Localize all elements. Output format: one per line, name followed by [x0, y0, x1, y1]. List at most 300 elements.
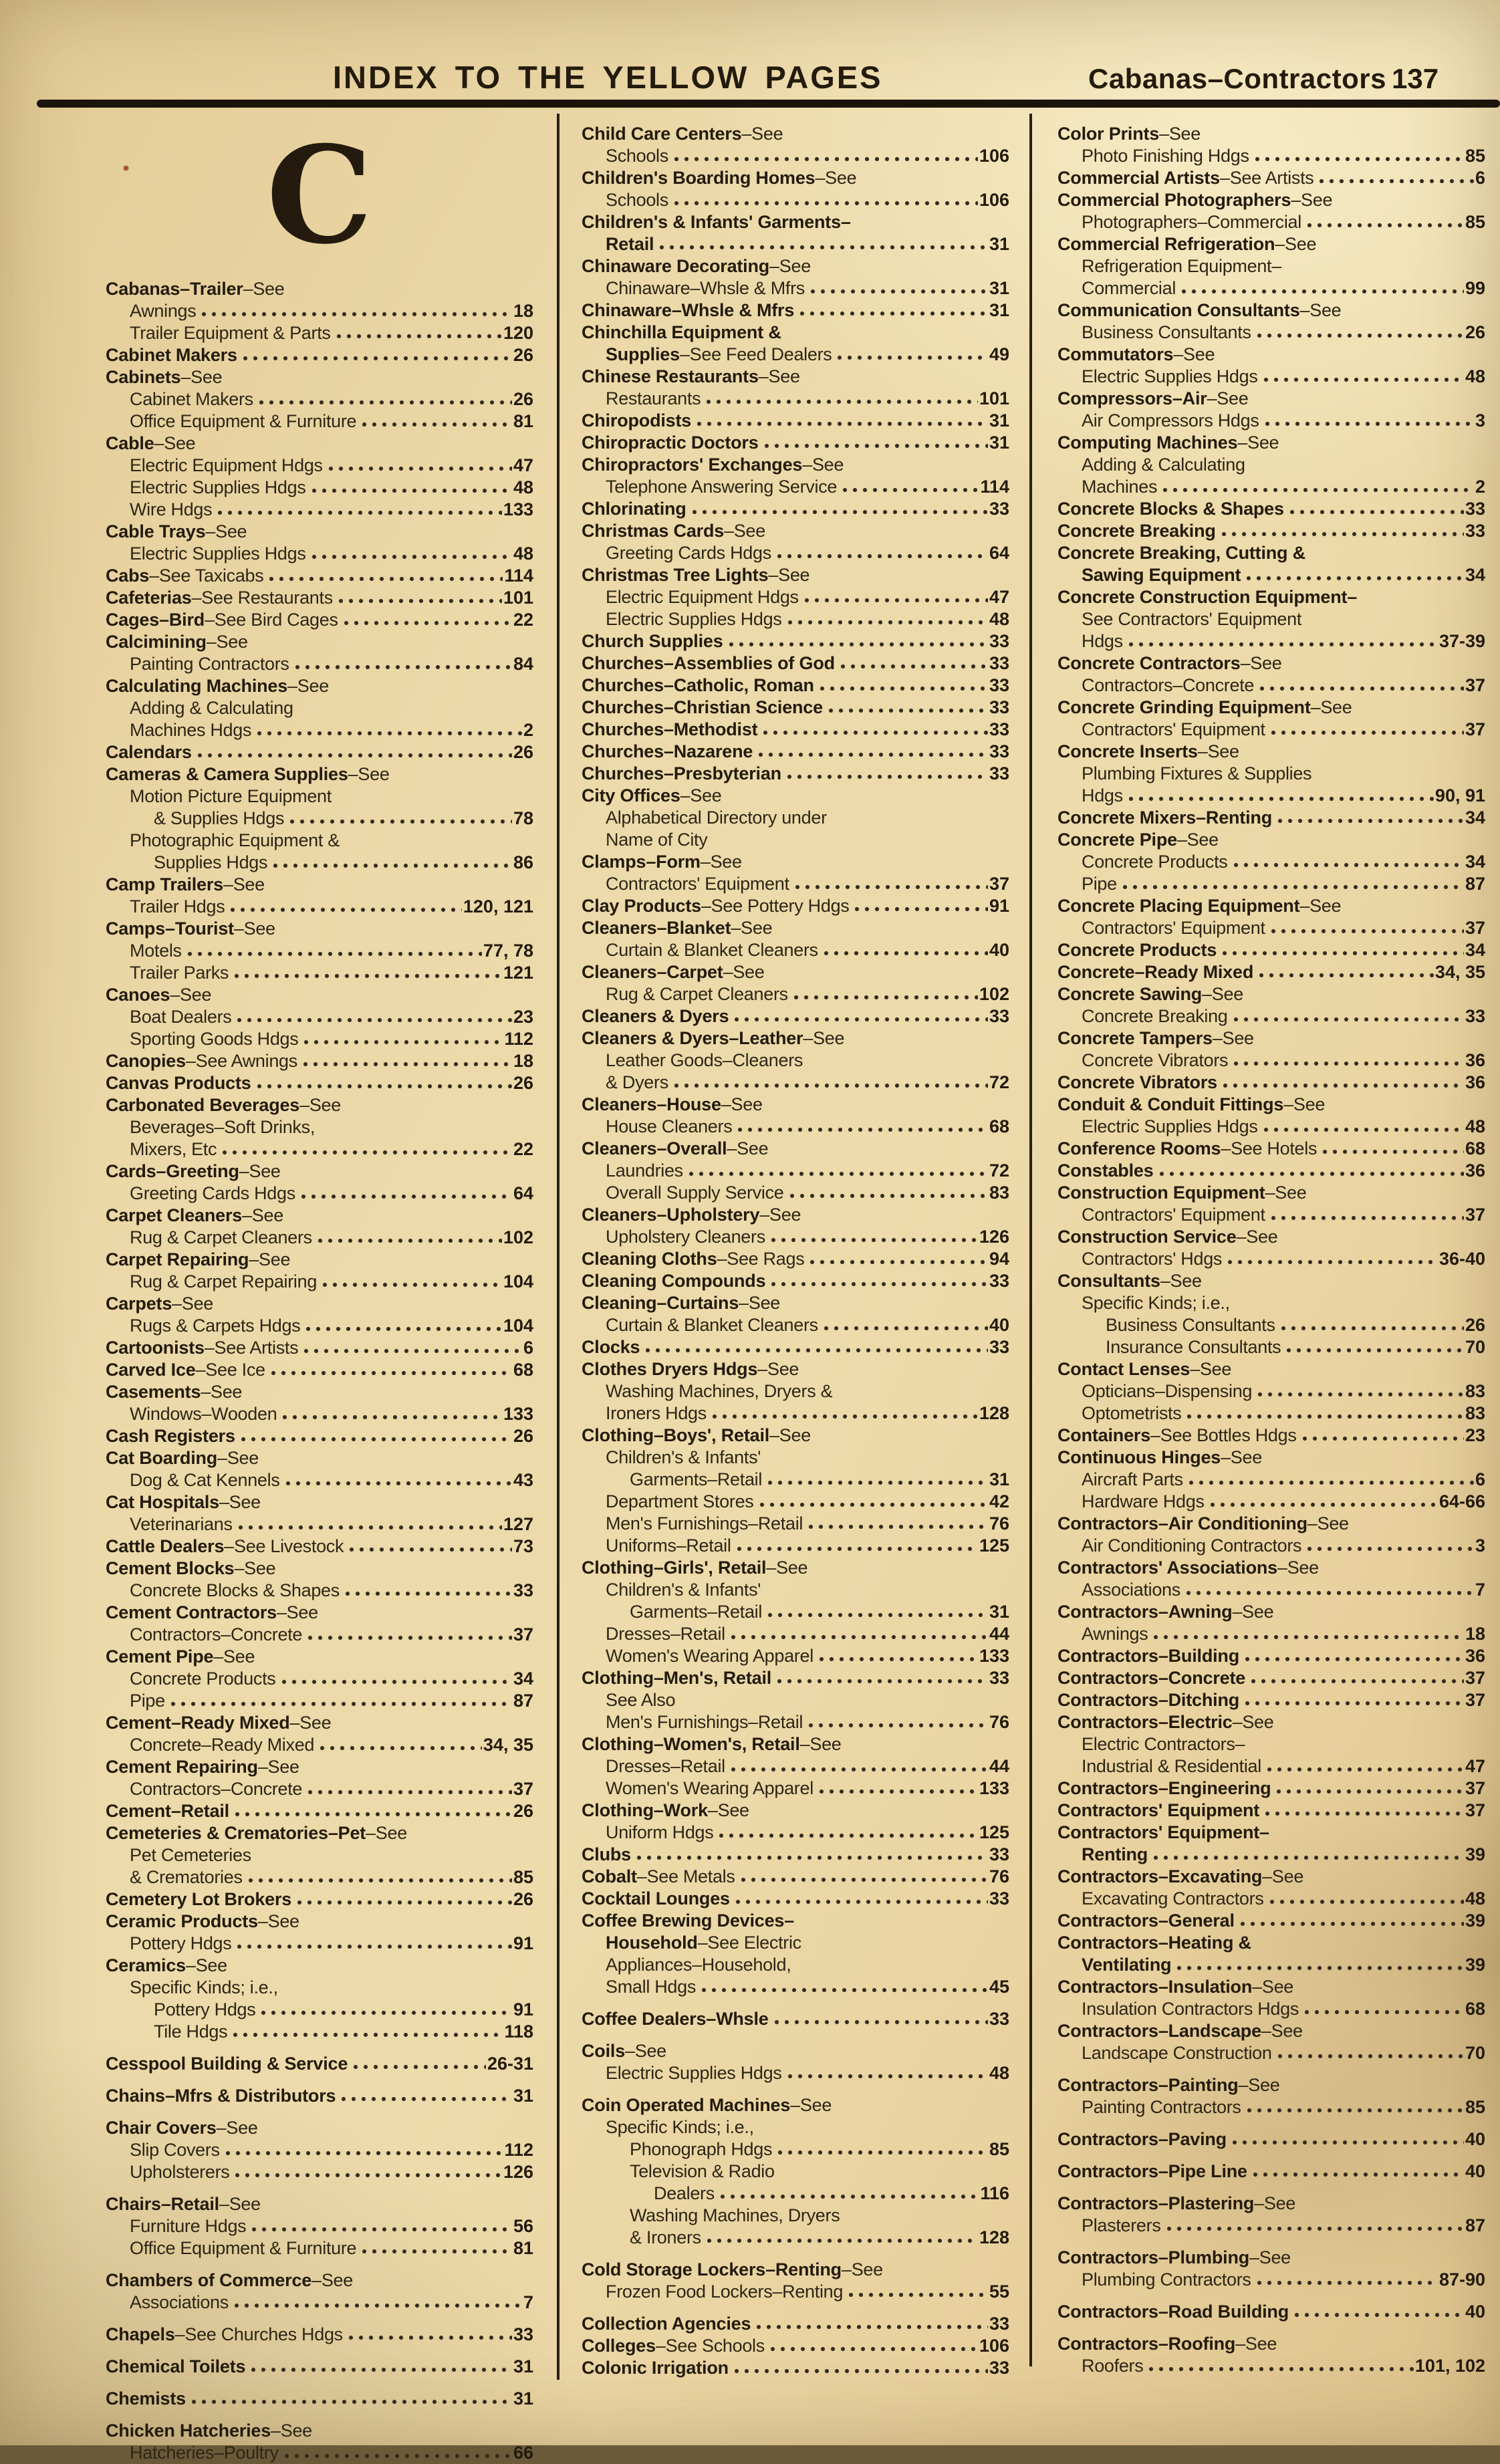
page-ref: 33 [1465, 1006, 1485, 1026]
dot-leader [707, 2238, 978, 2243]
page-ref: 120, 121 [463, 896, 533, 916]
index-column-2 [582, 114, 1009, 2464]
dot-leader [787, 774, 988, 779]
page-ref: 114 [980, 477, 1009, 497]
dot-leader [767, 1612, 988, 1618]
index-entry-text: Contractors–Road Building [1057, 2302, 1289, 2322]
index-entry-text: Pottery Hdgs [130, 1933, 232, 1953]
index-entry-text: Commercial Artists–See Artists [1057, 168, 1314, 188]
index-entry-line [1057, 895, 1485, 917]
index-entry-text: Cabanas–Trailer–See [106, 279, 285, 299]
page-ref: 37 [1465, 1800, 1485, 1820]
index-entry-line [1057, 167, 1485, 189]
index-entry-line [1057, 939, 1485, 961]
index-entry-text: Cleaning Compounds [582, 1271, 766, 1291]
index-entry-line [106, 1491, 533, 1513]
index-entry-text: Contractors–Painting–See [1057, 2075, 1280, 2095]
page-ref: 42 [989, 1491, 1009, 1511]
index-entry-text: Cocktail Lounges [582, 1888, 730, 1908]
dot-leader [303, 1039, 503, 1045]
dot-leader [837, 355, 987, 360]
dot-leader [689, 1171, 988, 1177]
index-entry-text: Canoes–See [106, 985, 212, 1005]
index-entry-text: Electric Supplies Hdgs [130, 477, 306, 497]
index-entry-text: Concrete–Ready Mixed [1057, 962, 1254, 982]
index-entry-line [1057, 2301, 1485, 2323]
page-ref: 81 [513, 2238, 533, 2258]
index-entry-text: Ceramic Products–See [106, 1911, 299, 1931]
index-entry-text: Mixers, Etc [130, 1139, 217, 1159]
page-ref: 76 [989, 1866, 1009, 1886]
index-entry-text: Contractors–Engineering [1057, 1778, 1271, 1798]
index-entry-line [582, 1138, 1009, 1160]
page-ref: 26 [1465, 1315, 1485, 1335]
index-entry-text: Cabinet Makers [130, 389, 253, 409]
index-entry-line [582, 1050, 1009, 1072]
dot-leader [353, 2064, 486, 2070]
dot-leader [1128, 796, 1434, 802]
index-entry-line [106, 1160, 533, 1183]
page-ref: 102 [503, 1227, 533, 1247]
index-entry-text: Cemetery Lot Brokers [106, 1889, 292, 1909]
dot-leader [305, 1326, 502, 1332]
index-entry-line [1057, 1800, 1485, 1822]
dot-leader [1277, 818, 1464, 824]
index-entry-line [582, 1447, 1009, 1469]
index-entry-text: Ventilating [1082, 1955, 1172, 1975]
index-entry-text: Upholstery Cleaners [606, 1227, 765, 1247]
index-entry-text: Retail [606, 234, 654, 254]
index-entry-text: Child Care Centers–See [582, 124, 783, 144]
index-entry-text: Coffee Dealers–Whsle [582, 2009, 769, 2029]
index-entry-text: Concrete Construction Equipment– [1057, 587, 1358, 607]
index-entry-line [582, 410, 1009, 432]
page-ref: 34, 35 [1434, 962, 1485, 982]
dot-leader [1302, 1436, 1464, 1441]
index-entry-text: Furniture Hdgs [130, 2216, 247, 2236]
index-entry-text: Children's & Infants' Garments– [582, 212, 851, 232]
page-ref: 48 [513, 477, 533, 497]
page-ref: 48 [989, 2063, 1009, 2083]
page-ref: 39 [1465, 1844, 1485, 1864]
index-entry-line [582, 895, 1009, 917]
index-entry-text: Rug & Carpet Repairing [130, 1271, 318, 1291]
index-entry-line [1057, 1402, 1485, 1425]
index-entry-line [582, 1491, 1009, 1513]
dot-leader [1263, 1127, 1464, 1132]
index-entry-line [1057, 145, 1485, 167]
page-ref: 84 [513, 654, 533, 674]
index-entry-text: Construction Equipment–See [1057, 1183, 1307, 1203]
index-entry-line [582, 476, 1009, 498]
index-entry-text: Cement Contractors–See [106, 1602, 318, 1622]
index-entry-text: Curtain & Blanket Cleaners [606, 940, 818, 960]
index-entry-text: Pipe [130, 1691, 165, 1711]
index-entry-line [1057, 1557, 1485, 1579]
page-ref: 26 [513, 1801, 533, 1821]
index-entry-text: Cement Blocks–See [106, 1558, 276, 1578]
page-ref: 37 [1465, 1690, 1485, 1710]
index-entry-line [582, 1116, 1009, 1138]
index-entry-text: Clamps–Form–See [582, 852, 742, 872]
index-entry-line [106, 388, 533, 410]
index-entry-line [1057, 542, 1485, 564]
index-entry-line [1057, 2269, 1485, 2291]
page-ref: 72 [989, 1072, 1009, 1092]
index-entry-line [582, 1292, 1009, 1314]
index-entry-line [582, 1535, 1009, 1557]
index-entry-line [1057, 608, 1485, 630]
index-entry-line [582, 851, 1009, 873]
dot-leader [238, 1525, 502, 1530]
index-entry-text: Plasterers [1082, 2215, 1161, 2235]
index-entry-text: Churches–Assemblies of God [582, 653, 835, 673]
index-entry-line [1057, 1380, 1485, 1402]
index-entry-line [582, 1248, 1009, 1270]
index-entry-text: Children's Boarding Homes–See [582, 168, 857, 188]
index-column-3 [1057, 114, 1485, 2464]
index-entry-text: Concrete Vibrators [1057, 1072, 1217, 1092]
index-entry-line [106, 344, 533, 366]
index-entry-text: Cartoonists–See Artists [106, 1338, 299, 1358]
index-entry-line [582, 2094, 1009, 2116]
index-entry-text: Electric Contractors– [1082, 1734, 1245, 1754]
dot-leader [282, 1414, 502, 1420]
index-entry-text: Computing Machines–See [1057, 433, 1279, 453]
index-entry-text: Business Consultants [1082, 322, 1251, 342]
index-entry-text: Contractors–Air Conditioning–See [1057, 1513, 1349, 1533]
dot-leader [248, 1878, 512, 1883]
index-entry-text: Contractors' Equipment [1057, 1800, 1260, 1820]
index-entry-line [582, 785, 1009, 807]
index-entry-text: Constables [1057, 1160, 1154, 1181]
index-entry-text: Painting Contractors [130, 654, 289, 674]
index-entry-line [1057, 1667, 1485, 1689]
index-entry-text: Cattle Dealers–See Livestock [106, 1536, 344, 1556]
index-entry-line [582, 1557, 1009, 1579]
index-entry-line [106, 1580, 533, 1602]
index-entry-line [582, 542, 1009, 564]
index-entry-text: Contractors' Associations–See [1057, 1558, 1319, 1578]
index-entry-line [106, 2356, 533, 2378]
index-entry-text: Motels [130, 941, 182, 961]
dot-leader [774, 2019, 988, 2025]
dot-leader [237, 1017, 511, 1023]
index-entry-line [106, 1690, 533, 1712]
index-entry-line [1057, 785, 1485, 807]
page-ref: 125 [979, 1535, 1009, 1556]
dot-leader [1271, 1215, 1464, 1221]
index-entry-text: Greeting Cards Hdgs [130, 1183, 295, 1203]
index-entry-text: Cobalt–See Metals [582, 1866, 735, 1886]
page-ref: 37 [513, 1624, 533, 1644]
dot-leader [1322, 1149, 1464, 1154]
index-entry-line [582, 1800, 1009, 1822]
index-entry-text: Calculating Machines–See [106, 676, 329, 696]
dot-leader [1289, 509, 1464, 515]
index-entry-line [582, 498, 1009, 520]
dot-leader [1253, 2172, 1464, 2177]
index-entry-text: Commutators–See [1057, 344, 1215, 364]
index-entry-line [106, 2237, 533, 2259]
index-entry-line [106, 1977, 533, 1999]
index-entry-line [106, 2021, 533, 2043]
index-entry-line [106, 2420, 533, 2442]
page-ref: 43 [513, 1470, 533, 1490]
page-ref: 33 [989, 741, 1009, 761]
index-entry-line [582, 1954, 1009, 1976]
page-ref: 66 [513, 2443, 533, 2463]
page-ref: 101 [503, 588, 533, 608]
index-entry-text: Chairs–Retail–See [106, 2194, 261, 2214]
page-ref: 133 [979, 1778, 1009, 1798]
page-ref: 18 [513, 1051, 533, 1071]
index-entry-text: Children's & Infants' [606, 1580, 761, 1600]
page-ref: 86 [513, 852, 533, 872]
index-entry-text: Chains–Mfrs & Distributors [106, 2086, 336, 2106]
index-entry-line [582, 873, 1009, 895]
index-entry-text: Concrete Breaking [1082, 1006, 1228, 1026]
index-entry-text: Insulation Contractors Hdgs [1082, 1999, 1299, 2019]
index-entry-text: Concrete–Ready Mixed [130, 1735, 315, 1755]
index-entry-text: Church Supplies [582, 631, 723, 651]
page-ref: 68 [989, 1116, 1009, 1136]
index-entry-line [106, 366, 533, 388]
dot-leader [777, 553, 988, 559]
dot-leader [1257, 333, 1464, 338]
page-ref: 23 [1465, 1425, 1485, 1445]
index-entry-text: Coin Operated Machines–See [582, 2095, 832, 2115]
index-entry-text: Concrete Blocks & Shapes [1057, 499, 1284, 519]
page-ref: 31 [989, 234, 1009, 254]
dot-leader [735, 1899, 988, 1904]
dot-leader [307, 1790, 512, 1795]
page-ref: 49 [989, 344, 1009, 364]
dot-leader [734, 2368, 988, 2374]
index-entry-text: Chiropractic Doctors [582, 433, 759, 453]
dot-leader [257, 1084, 512, 1089]
index-entry-text: Concrete Mixers–Renting [1057, 808, 1272, 828]
dot-leader [297, 1900, 512, 1905]
dot-leader [1189, 1480, 1474, 1485]
page-ref: 83 [1465, 1403, 1485, 1423]
index-entry-text: Communication Consultants–See [1057, 300, 1342, 320]
index-entry-text: Landscape Construction [1082, 2043, 1272, 2063]
index-entry-line [582, 1822, 1009, 1844]
dot-leader [271, 1370, 512, 1376]
index-entry-text: Commercial Refrigeration–See [1057, 234, 1317, 254]
index-entry-line [106, 653, 533, 675]
index-entry-text: Business Consultants [1106, 1315, 1275, 1335]
index-entry-line [106, 719, 533, 741]
dot-leader [1181, 289, 1464, 294]
dot-leader [269, 576, 503, 582]
index-entry-text: See Also [606, 1690, 676, 1710]
index-entry-line [106, 984, 533, 1006]
index-entry-line [106, 763, 533, 785]
index-entry-line [582, 2227, 1009, 2249]
index-entry-line [582, 1976, 1009, 1998]
index-entry-line [1057, 1689, 1485, 1711]
index-entry-text: Cabinets–See [106, 367, 223, 387]
index-entry-text: Awnings [130, 301, 197, 321]
page-ref: 37 [989, 874, 1009, 894]
index-entry-line [1057, 233, 1485, 255]
index-entry-text: Plumbing Fixtures & Supplies [1082, 763, 1312, 783]
page-ref: 31 [513, 2086, 533, 2106]
index-entry-line [106, 697, 533, 719]
dot-leader [731, 1767, 988, 1772]
index-entry-text: Contractors–General [1057, 1911, 1235, 1931]
index-entry-line [582, 1336, 1009, 1358]
index-entry-text: Collection Agencies [582, 2314, 751, 2334]
index-entry-text: Chicken Hatcheries–See [106, 2421, 312, 2441]
dot-leader [235, 1812, 512, 1817]
index-entry-line [1057, 851, 1485, 873]
dot-leader [636, 1855, 988, 1860]
index-entry-text: Canopies–See Awnings [106, 1051, 297, 1071]
page-ref: 26-31 [487, 2054, 533, 2074]
dot-leader [1257, 2280, 1438, 2286]
index-entry-text: Commercial [1082, 278, 1176, 298]
index-entry-line [1057, 1888, 1485, 1910]
index-entry-text: Contractors' Equipment [1082, 1205, 1265, 1225]
index-entry-text: Concrete Vibrators [1082, 1050, 1229, 1070]
index-entry-text: Cleaners–Blanket–See [582, 918, 773, 938]
dot-leader [848, 2292, 988, 2298]
index-entry-text: Cleaners–Upholstery–See [582, 1205, 801, 1225]
index-entry-text: Contractors–Roofing–See [1057, 2334, 1277, 2354]
index-entry-line [1057, 1601, 1485, 1623]
index-entry-text: Cesspool Building & Service [106, 2054, 348, 2074]
dot-leader [1232, 2140, 1464, 2145]
dot-leader [1251, 1679, 1464, 1684]
index-entry-line [582, 1094, 1009, 1116]
dot-leader [362, 2249, 512, 2254]
index-entry-text: Churches–Methodist [582, 719, 758, 739]
page-ref: 106 [979, 2336, 1009, 2356]
index-entry-line [106, 1359, 533, 1381]
dot-leader [1276, 1789, 1464, 1794]
page-ref: 127 [503, 1514, 533, 1534]
page-ref: 2 [523, 720, 533, 740]
index-entry-line [582, 1711, 1009, 1733]
dot-leader [719, 1833, 977, 1838]
index-entry-line [1057, 1138, 1485, 1160]
index-entry-text: Chemists [106, 2388, 186, 2409]
dot-leader [1240, 1921, 1464, 1927]
index-entry-line [106, 587, 533, 609]
dot-leader [311, 488, 512, 493]
page-ref: 37 [1465, 675, 1485, 695]
page-ref: 44 [989, 1756, 1009, 1776]
index-entry-line [1057, 1005, 1485, 1027]
index-entry-text: Concrete Products [1057, 940, 1217, 960]
page-ref: 33 [989, 1844, 1009, 1864]
index-entry-text: Colonic Irrigation [582, 2358, 729, 2378]
dot-leader [1319, 178, 1473, 184]
index-entry-line [1057, 277, 1485, 299]
index-entry-text: Motion Picture Equipment [130, 786, 332, 806]
index-entry-text: Clocks [582, 1337, 640, 1357]
page-ref: 33 [989, 2314, 1009, 2334]
page-ref: 34, 35 [483, 1735, 533, 1755]
index-entry-line [106, 2085, 533, 2107]
index-entry-line [582, 520, 1009, 542]
index-entry-text: Rug & Carpet Cleaners [130, 1227, 312, 1247]
index-entry-text: Coffee Brewing Devices– [582, 1911, 795, 1931]
index-entry-line [106, 1050, 533, 1072]
index-entry-text: Electric Supplies Hdgs [130, 543, 306, 564]
dot-leader [234, 973, 502, 979]
dot-leader [1265, 1811, 1464, 1816]
index-entry-text: Cement–Retail [106, 1801, 229, 1821]
dot-leader [197, 753, 512, 758]
page-ref: 104 [503, 1316, 533, 1336]
index-entry-text: Dealers [654, 2183, 715, 2203]
page-ref: 33 [989, 2358, 1009, 2378]
index-entry-text: Contractors–Awning–See [1057, 1602, 1274, 1622]
index-entry-line [106, 499, 533, 521]
index-entry-text: Excavating Contractors [1082, 1888, 1264, 1908]
index-entry-text: Contractors–Electric–See [1057, 1712, 1274, 1732]
index-entry-text: Chinese Restaurants–See [582, 366, 800, 386]
index-entry-line [106, 410, 533, 433]
dot-leader [241, 1437, 512, 1442]
page-ref: 81 [513, 411, 533, 431]
index-entry-line [106, 1535, 533, 1558]
index-entry-line [582, 454, 1009, 476]
page-ref: 64 [513, 1183, 533, 1203]
index-entry-line [106, 2269, 533, 2292]
index-entry-text: Clothing–Work–See [582, 1800, 749, 1820]
dot-leader [701, 1987, 988, 1993]
dot-leader [234, 2303, 522, 2308]
index-entry-text: Alphabetical Directory under [606, 808, 827, 828]
index-entry-line [106, 2161, 533, 2183]
index-entry-line [582, 1910, 1009, 1932]
page-ref: 33 [989, 697, 1009, 717]
index-entry-text: Garments–Retail [630, 1469, 763, 1489]
index-entry-text: & Supplies Hdgs [154, 808, 285, 828]
index-entry-line [582, 1844, 1009, 1866]
index-entry-line [106, 1425, 533, 1447]
page-ref: 37 [1465, 719, 1485, 739]
page-ref: 85 [1465, 212, 1485, 232]
index-entry-text: Leather Goods–Cleaners [606, 1050, 803, 1070]
index-entry-line [582, 211, 1009, 233]
dot-leader [1128, 642, 1438, 647]
page-title: INDEX TO THE YELLOW PAGES [333, 59, 883, 95]
index-entry-line [1057, 322, 1485, 344]
index-entry-text: Concrete Tampers–See [1057, 1028, 1254, 1048]
dot-leader [320, 1745, 482, 1751]
index-entry-line [582, 2183, 1009, 2205]
index-entry-line [582, 167, 1009, 189]
index-entry-text: Hatcheries–Poultry [130, 2443, 279, 2463]
index-entry-line [1057, 2193, 1485, 2215]
index-entry-line [1057, 520, 1485, 542]
dot-leader [344, 620, 512, 626]
page-ref: 37 [1465, 1668, 1485, 1688]
index-entry-line [1057, 344, 1485, 366]
index-entry-text: Greeting Cards Hdgs [606, 543, 771, 563]
index-entry-text: Cleaners–Overall–See [582, 1138, 769, 1158]
index-entry-text: Contractors–Paving [1057, 2129, 1227, 2149]
index-entry-line [582, 1733, 1009, 1755]
dot-leader [1122, 884, 1464, 890]
index-entry-text: Laundries [606, 1160, 683, 1181]
